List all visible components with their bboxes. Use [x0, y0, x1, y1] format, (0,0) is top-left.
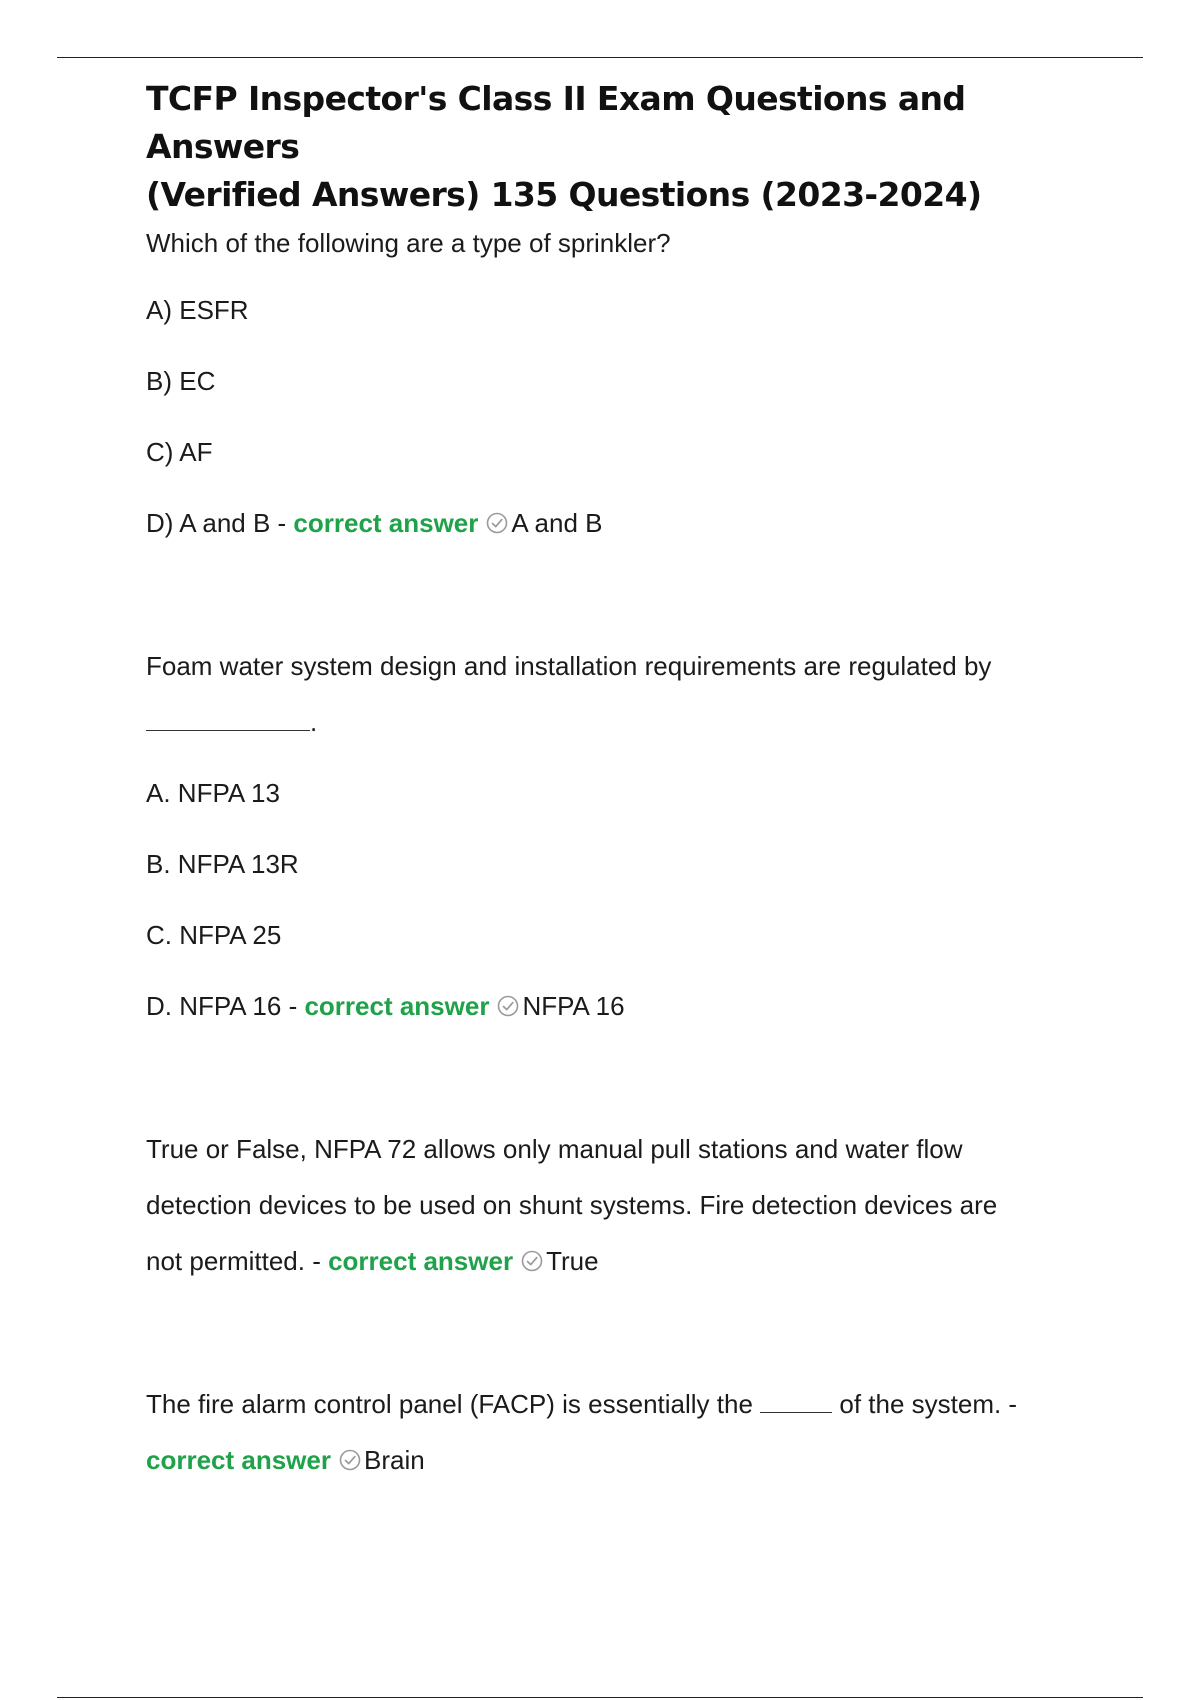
answer-text: Brain [363, 1445, 425, 1475]
document-page [146, 75, 1086, 1488]
option-d-text: D) A and B - [146, 508, 294, 538]
check-circle-icon [497, 995, 519, 1017]
question-block-4 [146, 1376, 1086, 1488]
question-text: Which of the following are a type of sprinkler? [146, 228, 671, 258]
option-b: B. NFPA 13R [146, 849, 299, 879]
option-d [146, 495, 1086, 551]
question-text [146, 1376, 1086, 1432]
question-text-after: of the system. - [832, 1389, 1018, 1419]
option-d-text: D. NFPA 16 - [146, 991, 305, 1021]
question-block-3 [146, 1121, 1086, 1289]
document-title [146, 75, 1086, 219]
question-text-line-2: detection devices to be used on shunt systems. Fire detection devices are [146, 1190, 998, 1220]
answer-line [146, 1432, 1086, 1488]
blank-suffix: . [310, 707, 318, 737]
fill-in-blank [146, 704, 310, 731]
answer-text: True [546, 1246, 599, 1276]
question-text-line-3 [146, 1233, 1086, 1289]
question-block-1 [146, 219, 1086, 551]
correct-answer-label: correct answer [146, 1445, 331, 1475]
option-b: B) EC [146, 366, 216, 396]
option-a: A) ESFR [146, 295, 249, 325]
bottom-rule [57, 1697, 1143, 1698]
check-circle-icon [339, 1449, 361, 1471]
fill-in-blank [760, 1386, 832, 1413]
option-a: A. NFPA 13 [146, 778, 280, 808]
question-text: Foam water system design and installation requirements are regulated by [146, 651, 992, 681]
question-text-before: The fire alarm control panel (FACP) is essentially the [146, 1389, 761, 1419]
question-block-2 [146, 638, 1086, 1034]
check-circle-icon [486, 512, 508, 534]
option-c: C. NFPA 25 [146, 920, 282, 950]
question-text-line-1: True or False, NFPA 72 allows only manual pull stations and water flow [146, 1134, 963, 1164]
question-blank-line [146, 694, 1086, 750]
option-d [146, 978, 1086, 1034]
top-rule [57, 57, 1143, 58]
answer-text: A and B [511, 508, 603, 538]
answer-text: NFPA 16 [522, 991, 625, 1021]
check-circle-icon [521, 1250, 543, 1272]
correct-answer-label: correct answer [293, 508, 479, 538]
title-line-2: (Verified Answers) 135 Questions (2023-2024) [146, 175, 982, 214]
correct-answer-label: correct answer [328, 1246, 514, 1276]
question-text-end: not permitted. - [146, 1246, 329, 1276]
correct-answer-label: correct answer [304, 991, 490, 1021]
title-line-1: TCFP Inspector's Class II Exam Questions and Answers [146, 79, 966, 166]
option-c: C) AF [146, 437, 213, 467]
